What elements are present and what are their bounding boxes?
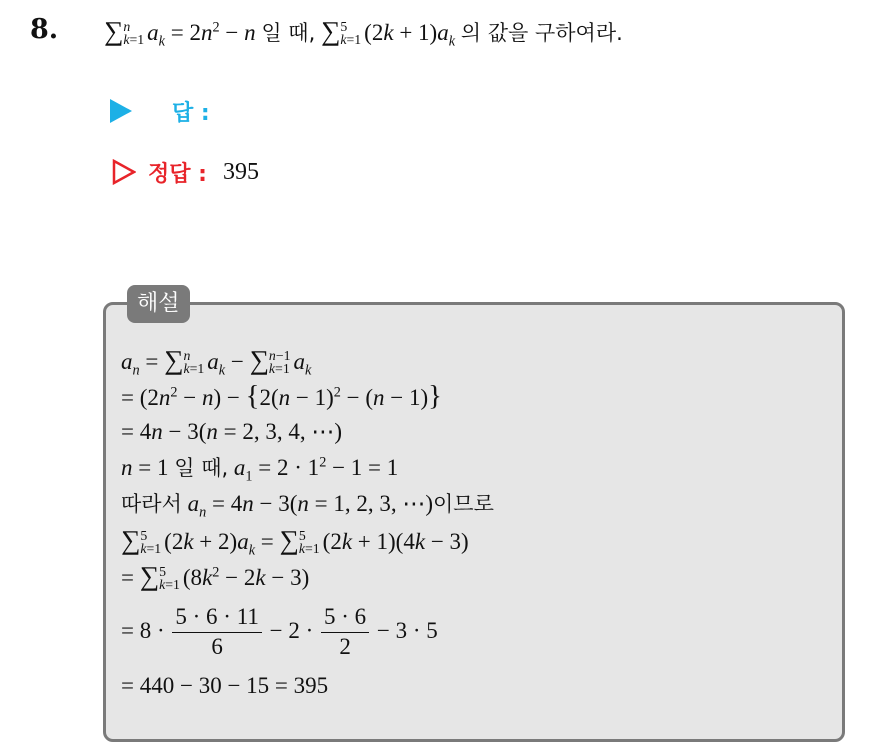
- solution-when-text: 일 때,: [174, 456, 229, 480]
- answer-label: 답 :: [172, 100, 210, 126]
- fraction: $\frac{5 \cdot 6 \cdot 11}{6}$: [172, 603, 261, 662]
- correct-answer-row: [112, 156, 259, 188]
- question-ask-text: 의 값을 구하여라.: [460, 21, 623, 45]
- solution-therefore-text: 따라서: [121, 492, 182, 516]
- question-number: 8.: [30, 14, 59, 45]
- solution-line: $a_n$ = ∑ n k=1 $a_k$ − ∑ n−1 k=1 $a_k$: [121, 345, 312, 379]
- correct-answer-value: 395: [222, 158, 259, 185]
- correct-answer-label: 정답 :: [148, 161, 207, 187]
- solution-line: ∑ 5 k=1 $(2k + 2)a_k$ = ∑ 5 k=1 (2k + 1)(4k − 3): [121, 525, 469, 559]
- fraction: $\frac{5 \cdot 6}{2}$: [321, 603, 369, 662]
- solution-line: 따라서 $a_n = 4n - 3(n = 1$, 2, 3, ⋯)이므로: [121, 491, 494, 521]
- answer-row: [110, 95, 210, 127]
- solution-since-text: 이므로: [433, 492, 494, 516]
- solution-line: = 440 − 30 − 15 = 395: [121, 673, 329, 698]
- solution-line: = ∑ 5 k=1 $(8k^2 - 2k - 3)$: [121, 561, 310, 592]
- play-triangle-icon: [110, 99, 132, 123]
- solution-line: = 4n − 3(n = 2, 3, 4, ⋯): [121, 419, 343, 444]
- solution-tab: 해설: [127, 285, 190, 323]
- question-when-text: 일 때,: [261, 21, 316, 45]
- question-text: ∑ n k=1 $a_k = 2n^2 - n$ 일 때, ∑ 5 k=1 $(2k + 1)a_k$ 의 값을 구하여라.: [104, 16, 623, 50]
- solution-line: n = 1 일 때, $a_1 = 2 \cdot 1^2 - 1 = 1$: [121, 454, 399, 485]
- solution-lines: [121, 342, 494, 704]
- outline-triangle-icon: [112, 159, 136, 185]
- solution-line: = $(2n^2 - n) - \{2(n - 1)^2 - (n - 1)\}$: [121, 380, 442, 412]
- solution-line: = 8 · $\frac{5 \cdot 6 \cdot 11}{6}$ − 2 · $\frac{5 \cdot 6}{2}$ − 3 · 5: [121, 594, 494, 668]
